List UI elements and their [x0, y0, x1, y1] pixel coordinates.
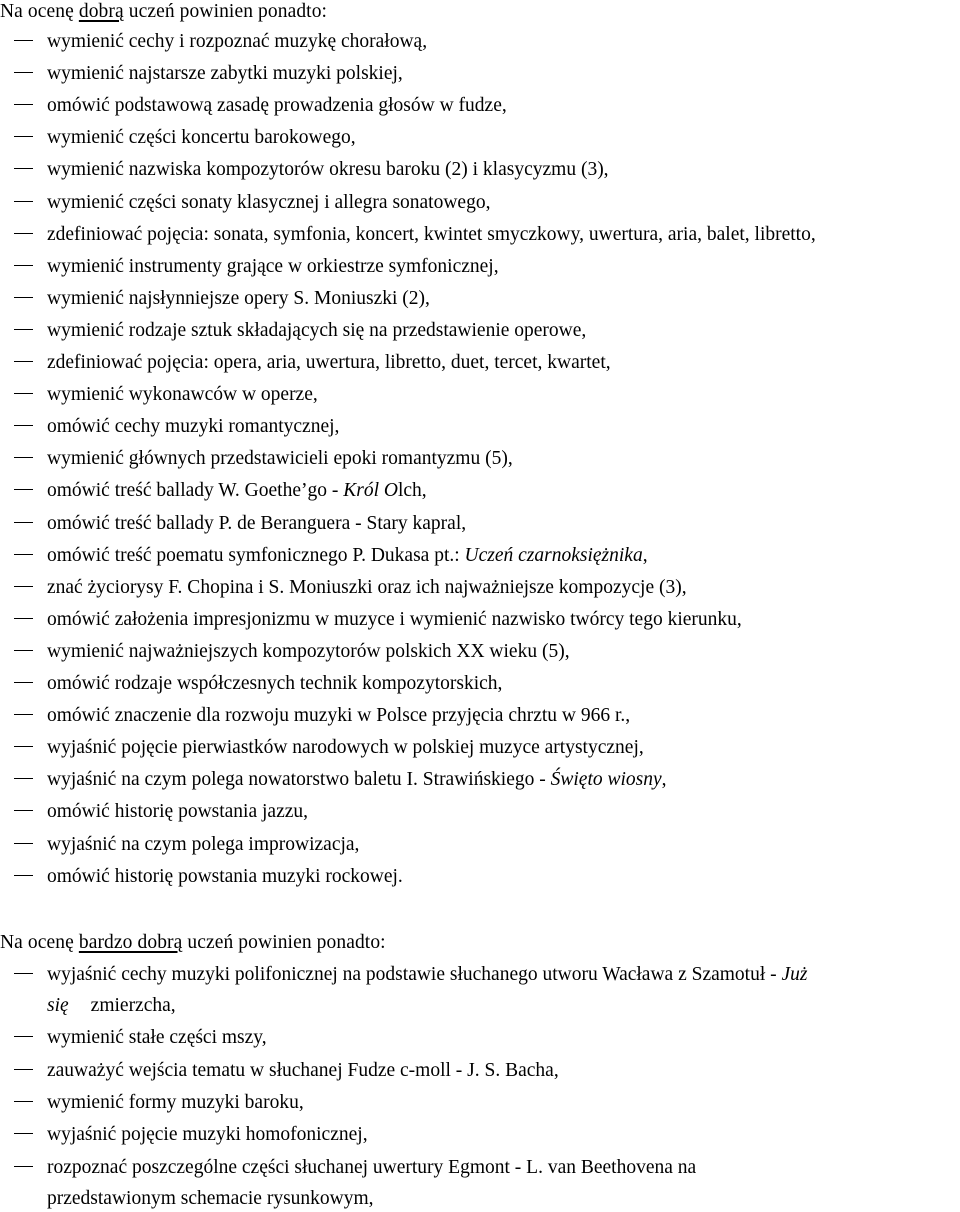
list-item	[0, 768, 960, 800]
list-item-italic: Święto wiosny	[550, 769, 662, 791]
dash-bullet	[14, 201, 33, 202]
heading-good-suffix: uczeń powinien ponadto:	[123, 1, 328, 22]
list-item-text: znać życiorysy F. Chopina i S. Moniuszki oraz ich najważniejsze kompozycje (3),	[47, 576, 687, 598]
list-item-italic: Uczeń czarnoksiężnika	[464, 544, 643, 566]
list-item	[0, 223, 960, 255]
dash-bullet	[14, 586, 33, 587]
list-item	[0, 1123, 960, 1155]
dash-bullet	[14, 72, 33, 73]
list-item	[0, 544, 960, 576]
dash-bullet	[14, 265, 33, 266]
dash-bullet	[14, 1036, 33, 1037]
dash-bullet	[14, 457, 33, 458]
list-item	[0, 415, 960, 447]
list-item-text: wymienić cechy i rozpoznać muzykę chorałową,	[47, 31, 428, 52]
list-item-text: wymienić nazwiska kompozytorów okresu baroku (2) i klasycyzmu (3),	[47, 159, 609, 181]
list-item	[0, 94, 960, 126]
list-item	[0, 62, 960, 94]
dash-bullet	[14, 843, 33, 844]
list-item-text: wymienić instrumenty grające w orkiestrze symfonicznej,	[47, 255, 499, 277]
list-item-text: wymienić wykonawców w operze,	[47, 384, 318, 406]
dash-bullet	[14, 329, 33, 330]
list-item	[0, 1059, 960, 1091]
list-item-text: omówić podstawową zasadę prowadzenia głosów w fudze,	[47, 95, 507, 117]
dash-bullet	[14, 875, 33, 876]
dash-bullet	[14, 393, 33, 394]
heading-good	[0, 0, 327, 24]
list-item	[0, 963, 960, 995]
list-item-text: wyjaśnić na czym polega nowatorstwo baletu I. Strawińskiego - Święto wiosny,	[47, 769, 667, 791]
list-item-text: wymienić części koncertu barokowego,	[47, 127, 356, 149]
list-item	[0, 672, 960, 704]
list-item-text: wyjaśnić pojęcie muzyki homofonicznej,	[47, 1124, 368, 1146]
list-item-text: wymienić najsłynniejsze opery S. Moniuszki (2),	[47, 287, 430, 309]
list-item-text: omówić historię powstania jazzu,	[47, 801, 309, 823]
list-item	[0, 736, 960, 768]
heading-very-good-underlined: bardzo dobrą	[78, 932, 183, 953]
list-item	[0, 640, 960, 672]
dash-bullet	[14, 425, 33, 426]
dash-bullet	[14, 1069, 33, 1070]
list-item	[0, 447, 960, 479]
list-item	[0, 158, 960, 190]
dash-bullet	[14, 168, 33, 169]
list-item-continuation: się zmierzcha,	[47, 995, 176, 1016]
list-item-text: wyjaśnić cechy muzyki polifonicznej na podstawie słuchanego utworu Wacława z Szamotuł - Już	[47, 964, 808, 985]
list-item	[0, 1026, 960, 1058]
dash-bullet	[14, 40, 33, 41]
list-item-text: omówić treść ballady P. de Beranguera - Stary kapral,	[47, 512, 467, 534]
heading-good-prefix: Na ocenę	[0, 1, 79, 22]
dash-bullet	[14, 136, 33, 137]
list-item-text: wymienić rodzaje sztuk składających się na przedstawienie operowe,	[47, 319, 587, 341]
list-item-text: rozpoznać poszczególne części słuchanej uwertury Egmont - L. van Beethovena na	[47, 1156, 697, 1178]
dash-bullet	[14, 973, 33, 974]
heading-very-good-suffix: uczeń powinien ponadto:	[182, 932, 386, 953]
list-item-text: wymienić głównych przedstawicieli epoki romantyzmu (5),	[47, 448, 513, 470]
list-item-text: wymienić części sonaty klasycznej i allegra sonatowego,	[47, 191, 491, 213]
dash-bullet	[14, 746, 33, 747]
list-item	[0, 1091, 960, 1123]
list-item-italic: Już	[781, 964, 808, 985]
list-item-text: zdefiniować pojęcia: opera, aria, uwertura, libretto, duet, tercet, kwartet,	[47, 352, 611, 373]
list-item	[0, 865, 960, 897]
list-item-text: wymienić stałe części mszy,	[47, 1027, 267, 1049]
list-item	[0, 191, 960, 223]
list-item	[0, 126, 960, 158]
dash-bullet	[14, 554, 33, 555]
list-item	[0, 351, 960, 383]
list-item	[0, 704, 960, 736]
list-item-text: zauważyć wejścia tematu w słuchanej Fudze c-moll - J. S. Bacha,	[47, 1059, 559, 1081]
list-item	[0, 833, 960, 865]
list-item	[0, 479, 960, 511]
list-item-text: wyjaśnić pojęcie pierwiastków narodowych w polskiej muzyce artystycznej,	[47, 737, 644, 759]
dash-bullet	[14, 618, 33, 619]
dash-bullet	[14, 682, 33, 683]
list-item-text: omówić treść ballady W. Goethe’go - Król Olch,	[47, 480, 427, 502]
dash-bullet	[14, 714, 33, 715]
list-item-text: omówić cechy muzyki romantycznej,	[47, 416, 340, 438]
list-item	[0, 30, 960, 62]
dash-bullet	[14, 1166, 33, 1167]
list-item-text: omówić treść poematu symfonicznego P. Dukasa pt.: Uczeń czarnoksiężnika,	[47, 544, 648, 566]
heading-good-underlined: dobrą	[78, 1, 124, 22]
list-item-text: wyjaśnić na czym polega improwizacja,	[47, 833, 360, 855]
list-item	[0, 576, 960, 608]
dash-bullet	[14, 778, 33, 779]
list-item	[0, 319, 960, 351]
dash-bullet	[14, 650, 33, 651]
list-item-italic: Król O	[343, 480, 398, 502]
list-item-text: omówić znaczenie dla rozwoju muzyki w Polsce przyjęcia chrztu w 966 r.,	[47, 705, 631, 727]
list-item-continuation: przedstawionym schemacie rysunkowym,	[47, 1187, 374, 1209]
dash-bullet	[14, 489, 33, 490]
list-item	[0, 608, 960, 640]
list-item	[0, 383, 960, 415]
list-item-text: wymienić najstarsze zabytki muzyki polskiej,	[47, 63, 403, 85]
dash-bullet	[14, 1101, 33, 1102]
list-item-text: omówić założenia impresjonizmu w muzyce i wymienić nazwisko twórcy tego kierunku,	[47, 608, 742, 630]
list-item	[0, 800, 960, 832]
list-item-text: omówić historię powstania muzyki rockowej.	[47, 865, 403, 887]
dash-bullet	[14, 297, 33, 298]
heading-very-good-prefix: Na ocenę	[0, 932, 79, 953]
list-item	[0, 1156, 960, 1188]
dash-bullet	[14, 104, 33, 105]
dash-bullet	[14, 522, 33, 523]
dash-bullet	[14, 1133, 33, 1134]
heading-very-good	[0, 931, 386, 955]
list-item-text: wymienić formy muzyki baroku,	[47, 1091, 304, 1113]
list-item-text: wymienić najważniejszych kompozytorów polskich XX wieku (5),	[47, 640, 570, 662]
list-item-text: omówić rodzaje współczesnych technik kompozytorskich,	[47, 673, 503, 694]
list-item	[0, 255, 960, 287]
list-item	[0, 512, 960, 544]
list-item	[0, 287, 960, 319]
list-item-text: zdefiniować pojęcia: sonata, symfonia, koncert, kwintet smyczkowy, uwertura, aria, balet, libretto,	[47, 223, 816, 245]
dash-bullet	[14, 233, 33, 234]
dash-bullet	[14, 810, 33, 811]
dash-bullet	[14, 361, 33, 362]
